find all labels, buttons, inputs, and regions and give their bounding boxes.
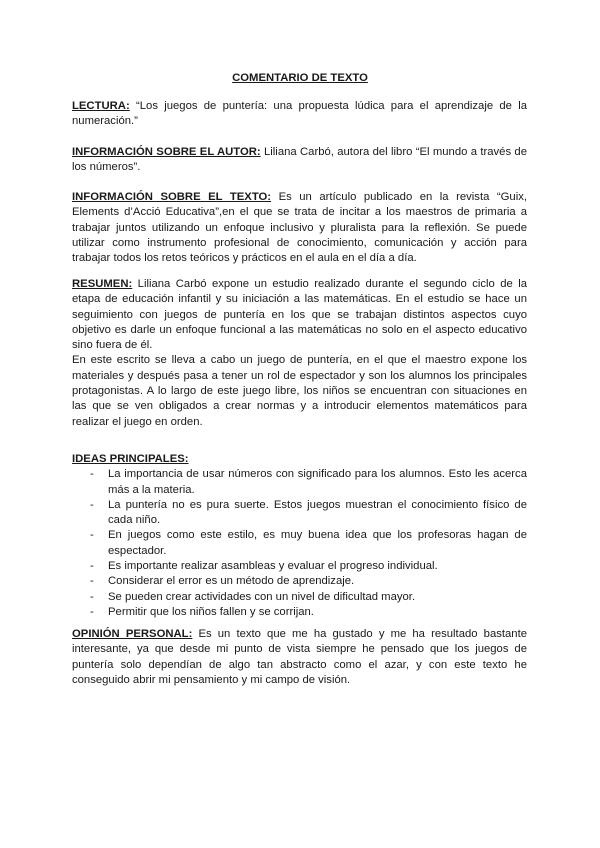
document-title: COMENTARIO DE TEXTO	[232, 72, 368, 84]
autor-label: INFORMACIÓN SOBRE EL AUTOR:	[72, 146, 261, 158]
lectura-text: “Los juegos de puntería: una propuesta lúdica para el aprendizaje de la numeración.”	[72, 100, 527, 128]
bullet-dash: -	[90, 605, 94, 618]
list-item	[72, 498, 527, 529]
resumen-text-1: Liliana Carbó expone un estudio realizado durante el segundo ciclo de la etapa de educación infantil y su iniciación a las matemáticas. En el estudio se hace un seguimiento con juegos de puntería en los que se trabajan distintos aspectos cuyo objetivo es darle un enfoque funcional a las matemáticas no solo en el aspecto educativo sino fuera de él.	[72, 278, 527, 352]
bullet-dash: -	[90, 468, 94, 481]
section-autor	[72, 145, 527, 176]
texto-text: Es un artículo publicado en la revista “Guix, Elements d’Acció Educativa”,en el que se trata de incitar a los maestros de primaria a trabajar juntos utilizando un enfoque inclusivo y pluralista para la reflexión. Se puede utilizar como instrumento profesional de conocimiento, comunicación y acción para trabajar todos los retos teóricos y prácticos en el aula en el día a día.	[72, 191, 527, 265]
opinion-label: OPINIÓN PERSONAL:	[72, 628, 193, 640]
list-item	[72, 528, 527, 559]
bullet-dash: -	[90, 560, 94, 573]
ideas-heading: IDEAS PRINCIPALES:	[72, 453, 189, 465]
idea-text: La puntería no es pura suerte. Estos juegos muestran el conocimiento físico de cada niño.	[108, 498, 527, 527]
list-item	[72, 605, 527, 620]
bullet-dash: -	[90, 575, 94, 588]
section-ideas	[72, 452, 527, 620]
resumen-paragraph-2: En este escrito se lleva a cabo un juego de puntería, en el que el maestro expone los materiales y después pasa a tener un rol de espectador y son los alumnos los principales protagonistas. A lo largo de este juego libre, los niños se encuentran con situaciones en las que se ven obligados a crear normas y a introducir elementos matemáticos para realizar el juego en orden.	[72, 354, 527, 428]
idea-text: Considerar el error es un método de aprendizaje.	[108, 575, 355, 588]
list-item	[72, 574, 527, 589]
opinion-text: Es un texto que me ha gustado y me ha resultado bastante interesante, ya que desde mi punto de vista siempre he pensado que los juegos de puntería solo dependían de algo tan abstracto como el azar, y con este texto he conseguido abrir mi pensamiento y mi campo de visión.	[72, 628, 528, 686]
autor-text: Liliana Carbó, autora del libro “El mundo a través de los números”.	[72, 146, 527, 174]
list-item	[72, 590, 527, 605]
resumen-label: RESUMEN:	[72, 278, 133, 290]
section-texto	[72, 190, 527, 266]
texto-label: INFORMACIÓN SOBRE EL TEXTO:	[72, 191, 272, 203]
idea-text: En juegos como este estilo, es muy buena idea que los profesoras hagan de espectador.	[108, 529, 527, 557]
list-item	[72, 559, 527, 574]
ideas-list	[72, 467, 527, 620]
lectura-label: LECTURA:	[72, 100, 130, 112]
list-item	[72, 467, 527, 498]
idea-text: Es importante realizar asambleas y evaluar el progreso individual.	[108, 560, 438, 573]
idea-text: Permitir que los niños fallen y se corrijan.	[108, 605, 314, 618]
resumen-paragraph-1	[72, 277, 527, 353]
idea-text: Se pueden crear actividades con un nivel de dificultad mayor.	[108, 590, 416, 603]
bullet-dash: -	[90, 498, 94, 511]
section-lectura	[72, 99, 527, 130]
bullet-dash: -	[90, 590, 94, 603]
section-opinion	[72, 627, 527, 688]
section-resumen	[72, 277, 527, 430]
idea-text: La importancia de usar números con significado para los alumnos. Esto les acerca más a la materia.	[108, 468, 527, 496]
bullet-dash: -	[90, 529, 94, 542]
